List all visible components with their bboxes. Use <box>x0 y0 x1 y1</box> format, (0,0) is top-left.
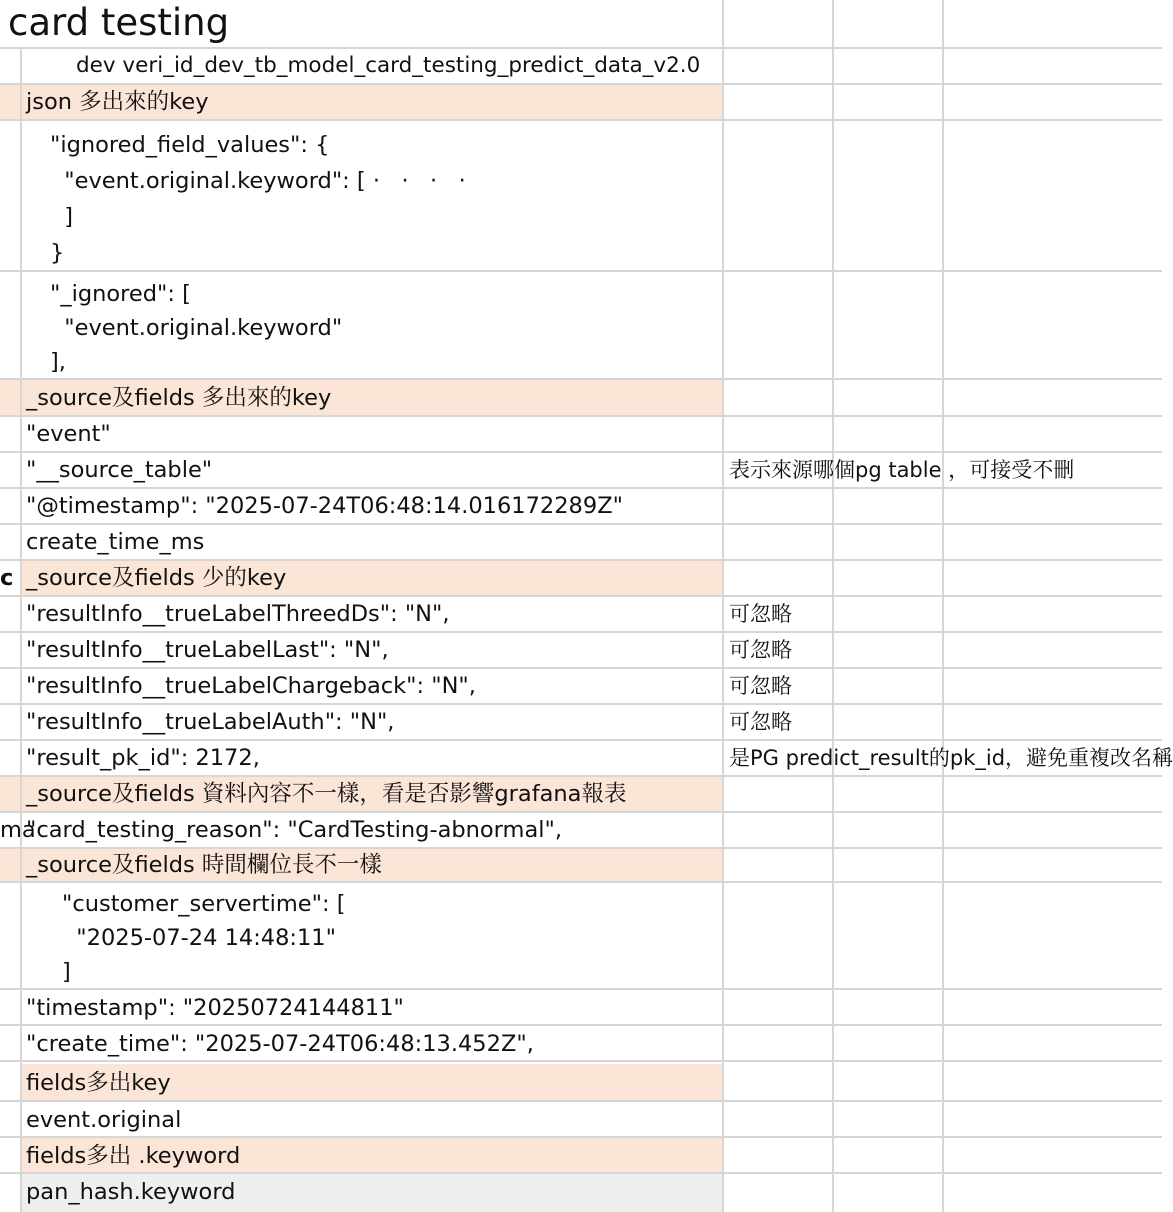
json-line: "event.original.keyword" <box>50 315 343 341</box>
cell-key[interactable]: "card_testing_reason": "CardTesting-abnormal", <box>26 817 562 843</box>
section-header-cell[interactable]: _source及fields 資料內容不一樣，看是否影響grafana報表 <box>26 781 627 807</box>
section-header-cell[interactable]: fields多出key <box>26 1070 171 1096</box>
note-cell[interactable]: 可忽略 <box>729 602 792 626</box>
col-a-highlight <box>0 848 21 882</box>
note-cell[interactable]: 表示來源哪個pg table ，可接受不刪 <box>729 458 1075 482</box>
json-line: ] <box>50 204 74 230</box>
note-cell[interactable]: 可忽略 <box>729 674 792 698</box>
json-line: "2025-07-24 14:48:11" <box>62 925 336 951</box>
cell-key[interactable]: "resultInfo__trueLabelThreedDs": "N", <box>26 601 450 627</box>
grid-hline <box>0 270 1162 272</box>
cell-key[interactable]: "timestamp": "20250724144811" <box>26 995 404 1021</box>
note-cell[interactable]: 是PG predict_result的pk_id，避免重複改名稱 <box>729 746 1173 770</box>
json-line: "ignored_field_values": { <box>50 132 330 158</box>
section-header-cell[interactable]: fields多出 .keyword <box>26 1143 241 1169</box>
cell-key[interactable]: "@timestamp": "2025-07-24T06:48:14.016172289Z" <box>26 493 623 519</box>
cell-key[interactable]: "event" <box>26 421 111 447</box>
json-line: "event.original.keyword": [ · · · · <box>50 168 466 194</box>
section-header-cell[interactable]: _source及fields 少的key <box>26 565 287 591</box>
json-line: "_ignored": [ <box>50 281 191 307</box>
sheet-title: card testing <box>8 1 230 44</box>
json-line: } <box>50 240 65 266</box>
cell-key[interactable]: create_time_ms <box>26 529 205 555</box>
col-a-highlight <box>0 776 21 812</box>
cell-key[interactable]: "__source_table" <box>26 457 213 483</box>
cell-key[interactable]: pan_hash.keyword <box>26 1179 236 1205</box>
json-line: ], <box>50 349 66 375</box>
grid-vline <box>722 0 724 1212</box>
grid-vline <box>20 48 22 1212</box>
section-header-cell[interactable]: _source及fields 多出來的key <box>26 385 332 411</box>
cell-key[interactable]: "resultInfo__trueLabelAuth": "N", <box>26 709 395 735</box>
note-cell[interactable]: 可忽略 <box>729 710 792 734</box>
json-line: ] <box>62 959 71 985</box>
section-header-cell[interactable]: json 多出來的key <box>26 89 209 115</box>
col-a-cell[interactable]: c <box>0 565 14 591</box>
note-cell[interactable]: 可忽略 <box>729 638 792 662</box>
cell-table-name[interactable]: dev veri_id_dev_tb_model_card_testing_predict_data_v2.0 <box>76 53 701 78</box>
cell-key[interactable]: event.original <box>26 1107 182 1133</box>
json-line: "customer_servertime": [ <box>62 891 346 917</box>
grid-vline <box>942 0 944 1212</box>
grid-vline <box>832 0 834 1212</box>
col-a-cell[interactable]: ma <box>0 817 36 843</box>
col-a-highlight <box>0 84 21 120</box>
cell-key[interactable]: "resultInfo__trueLabelLast": "N", <box>26 637 389 663</box>
cell-key[interactable]: "result_pk_id": 2172, <box>26 745 260 771</box>
cell-key[interactable]: "create_time": "2025-07-24T06:48:13.452Z", <box>26 1031 534 1057</box>
col-a-highlight <box>0 380 21 416</box>
cell-key[interactable]: "resultInfo__trueLabelChargeback": "N", <box>26 673 476 699</box>
section-header-cell[interactable]: _source及fields 時間欄位長不一樣 <box>26 852 382 878</box>
